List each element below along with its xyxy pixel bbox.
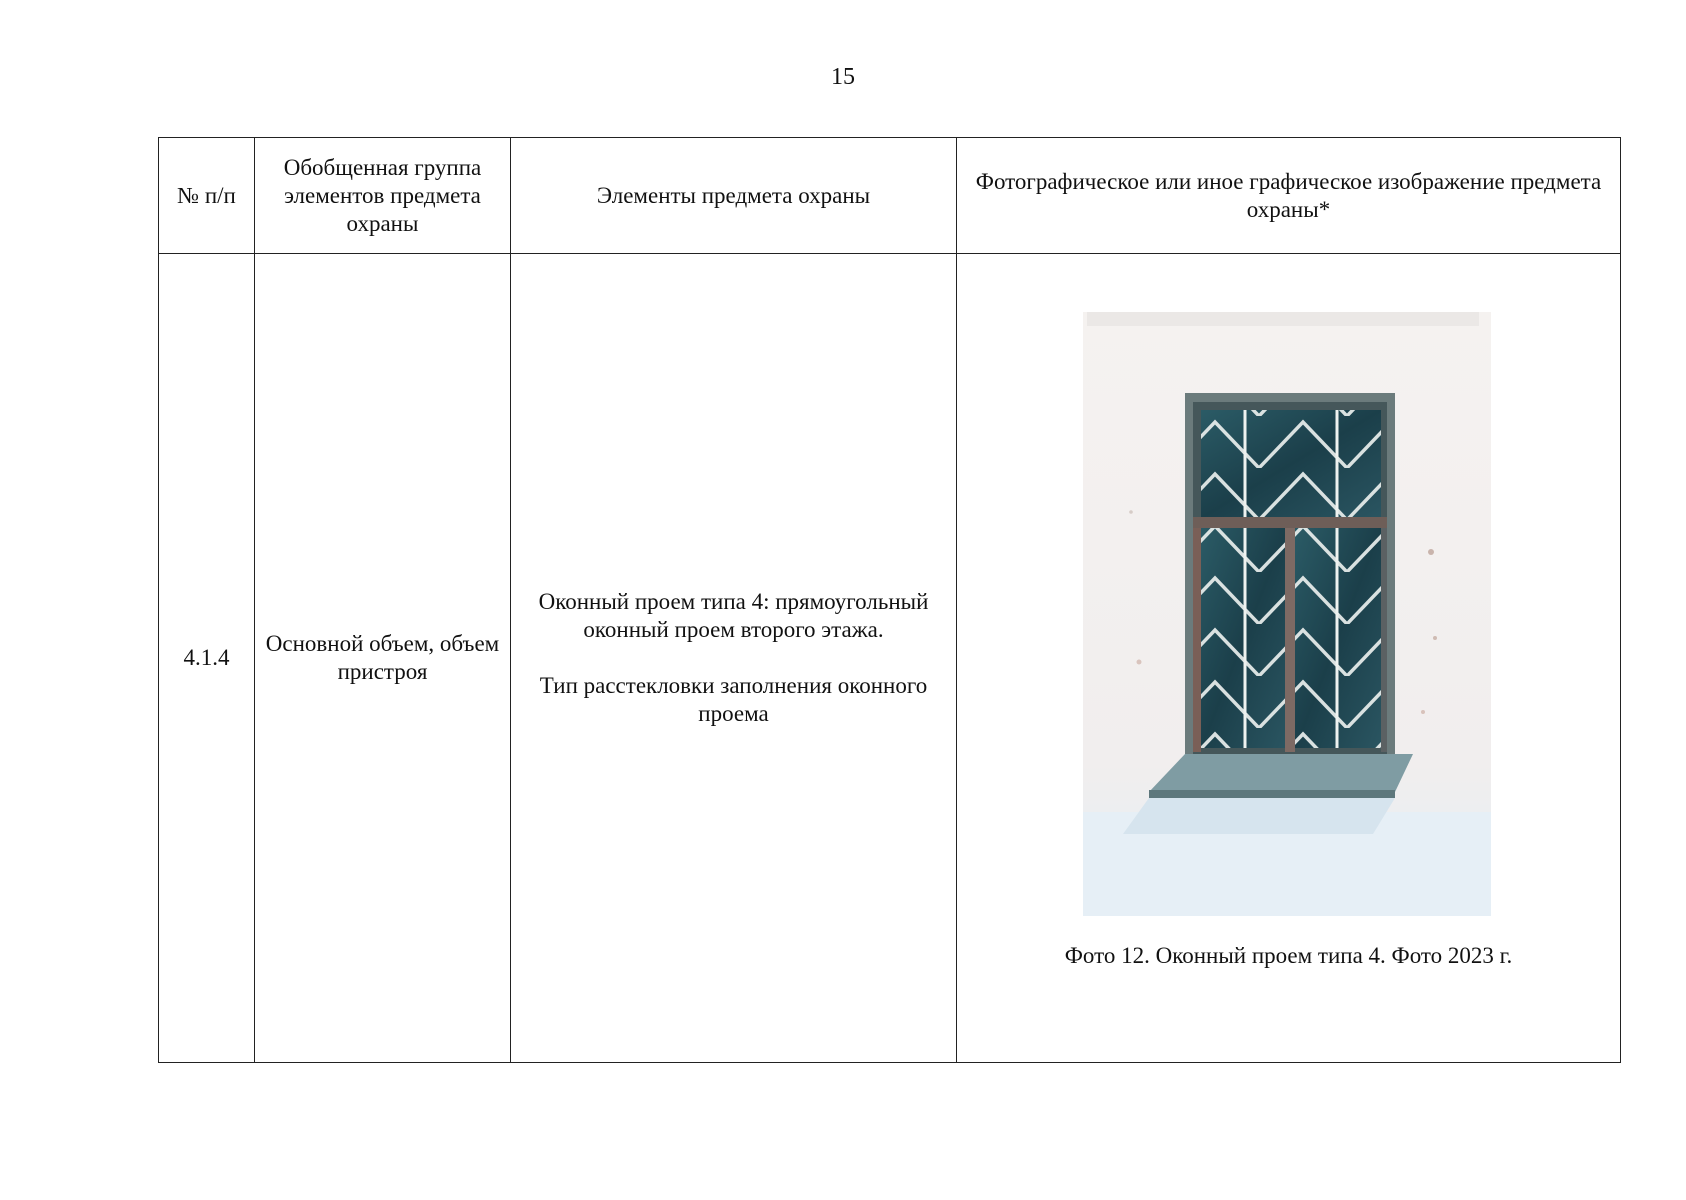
cell-number: 4.1.4 — [159, 254, 255, 1063]
cell-photo — [957, 254, 1621, 1063]
window-photo — [1083, 312, 1491, 916]
page-number: 15 — [831, 64, 855, 90]
header-number: № п/п — [159, 138, 255, 254]
glazing-type: Тип расстекловки заполнения оконного проема — [539, 673, 928, 726]
photo-caption: Фото 12. Оконный проем типа 4. Фото 2023 г. — [1064, 943, 1513, 968]
header-image: Фотографическое или иное графическое изображение предмета охраны* — [957, 138, 1621, 254]
header-group: Обобщенная группа элементов предмета охраны — [255, 138, 511, 254]
cell-elements — [511, 254, 957, 1063]
table-header-row — [159, 138, 1621, 254]
header-elements: Элементы предмета охраны — [511, 138, 957, 254]
table-row — [159, 254, 1621, 1063]
elements-description: Оконный проем типа 4: прямоугольный оконный проем второго этажа. — [538, 589, 929, 642]
protection-table — [158, 137, 1621, 1063]
cell-group: Основной объем, объем пристроя — [255, 254, 511, 1063]
